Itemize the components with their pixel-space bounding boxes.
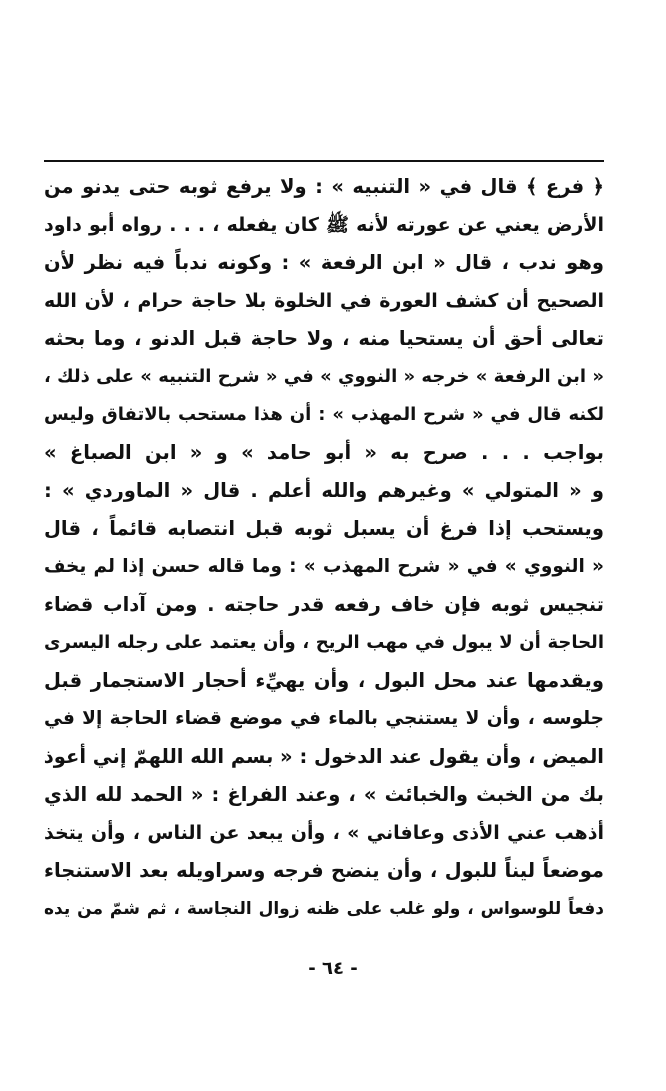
text-line: « النووي » في « شرح المهذب » : وما قاله حسن إذا لم يخف: [44, 556, 604, 577]
text-line: جلوسه ، وأن لا يستنجي بالماء في موضع قضاء الحاجة إلا في: [44, 708, 604, 729]
text-line: ويقدمها عند محل البول ، وأن يهيِّء أحجار الاستجمار قبل: [44, 669, 604, 692]
text-line: لكنه قال في « شرح المهذب » : أن هذا مستحب بالاتفاق وليس: [44, 404, 604, 425]
text-line: الميض ، وأن يقول عند الدخول : « بسم الله اللهمّ إني أعوذ: [44, 745, 604, 768]
text-line: الحاجة أن لا يبول في مهب الريح ، وأن يعتمد على رجله اليسرى: [44, 632, 604, 653]
text-line: الأرض يعني عن عورته لأنه ﷺ كان يفعله ، . . . رواه أبو داود: [44, 214, 604, 236]
text-line: و « المتولي » وغيرهم والله أعلم . قال « الماوردي » :: [44, 479, 604, 502]
text-line: تعالى أحق أن يستحيا منه ، ولا حاجة قبل الدنو ، وما بحثه: [44, 327, 604, 350]
text-line: بك من الخبث والخبائث » ، وعند الفراغ : « الحمد لله الذي: [44, 783, 604, 806]
text-line: الصحيح أن كشف العورة في الخلوة بلا حاجة حرام ، لأن الله: [44, 290, 604, 312]
top-rule: [44, 160, 604, 162]
text-line: موضعاً ليناً للبول ، وأن ينضح فرجه وسراويله بعد الاستنجاء: [44, 859, 604, 882]
text-line: أذهب عني الأذى وعافاني » ، وأن يبعد عن الناس ، وأن يتخذ: [44, 822, 604, 844]
text-line: تنجيس ثوبه فإن خاف رفعه قدر حاجته . ومن آداب قضاء: [44, 593, 604, 616]
text-line: « ابن الرفعة » خرجه « النووي » في « شرح التنبيه » على ذلك ،: [44, 366, 604, 387]
text-line: وهو ندب ، قال « ابن الرفعة » : وكونه ندباً فيه نظر لأن: [44, 251, 604, 274]
text-line: ﴿ فرع ﴾ قال في « التنبيه » : ولا يرفع ثوبه حتى يدنو من: [44, 175, 604, 198]
text-line: ويستحب إذا فرغ أن يسبل ثوبه قبل انتصابه قائماً ، قال: [44, 517, 604, 540]
body-text: [44, 168, 604, 928]
text-line: دفعاً للوسواس ، ولو غلب على ظنه زوال النجاسة ، ثم شمّ من يده: [44, 899, 604, 919]
text-line: بواجب . . . صرح به « أبو حامد » و « ابن الصباغ »: [44, 441, 604, 464]
page-number: - ٦٤ -: [308, 958, 358, 979]
